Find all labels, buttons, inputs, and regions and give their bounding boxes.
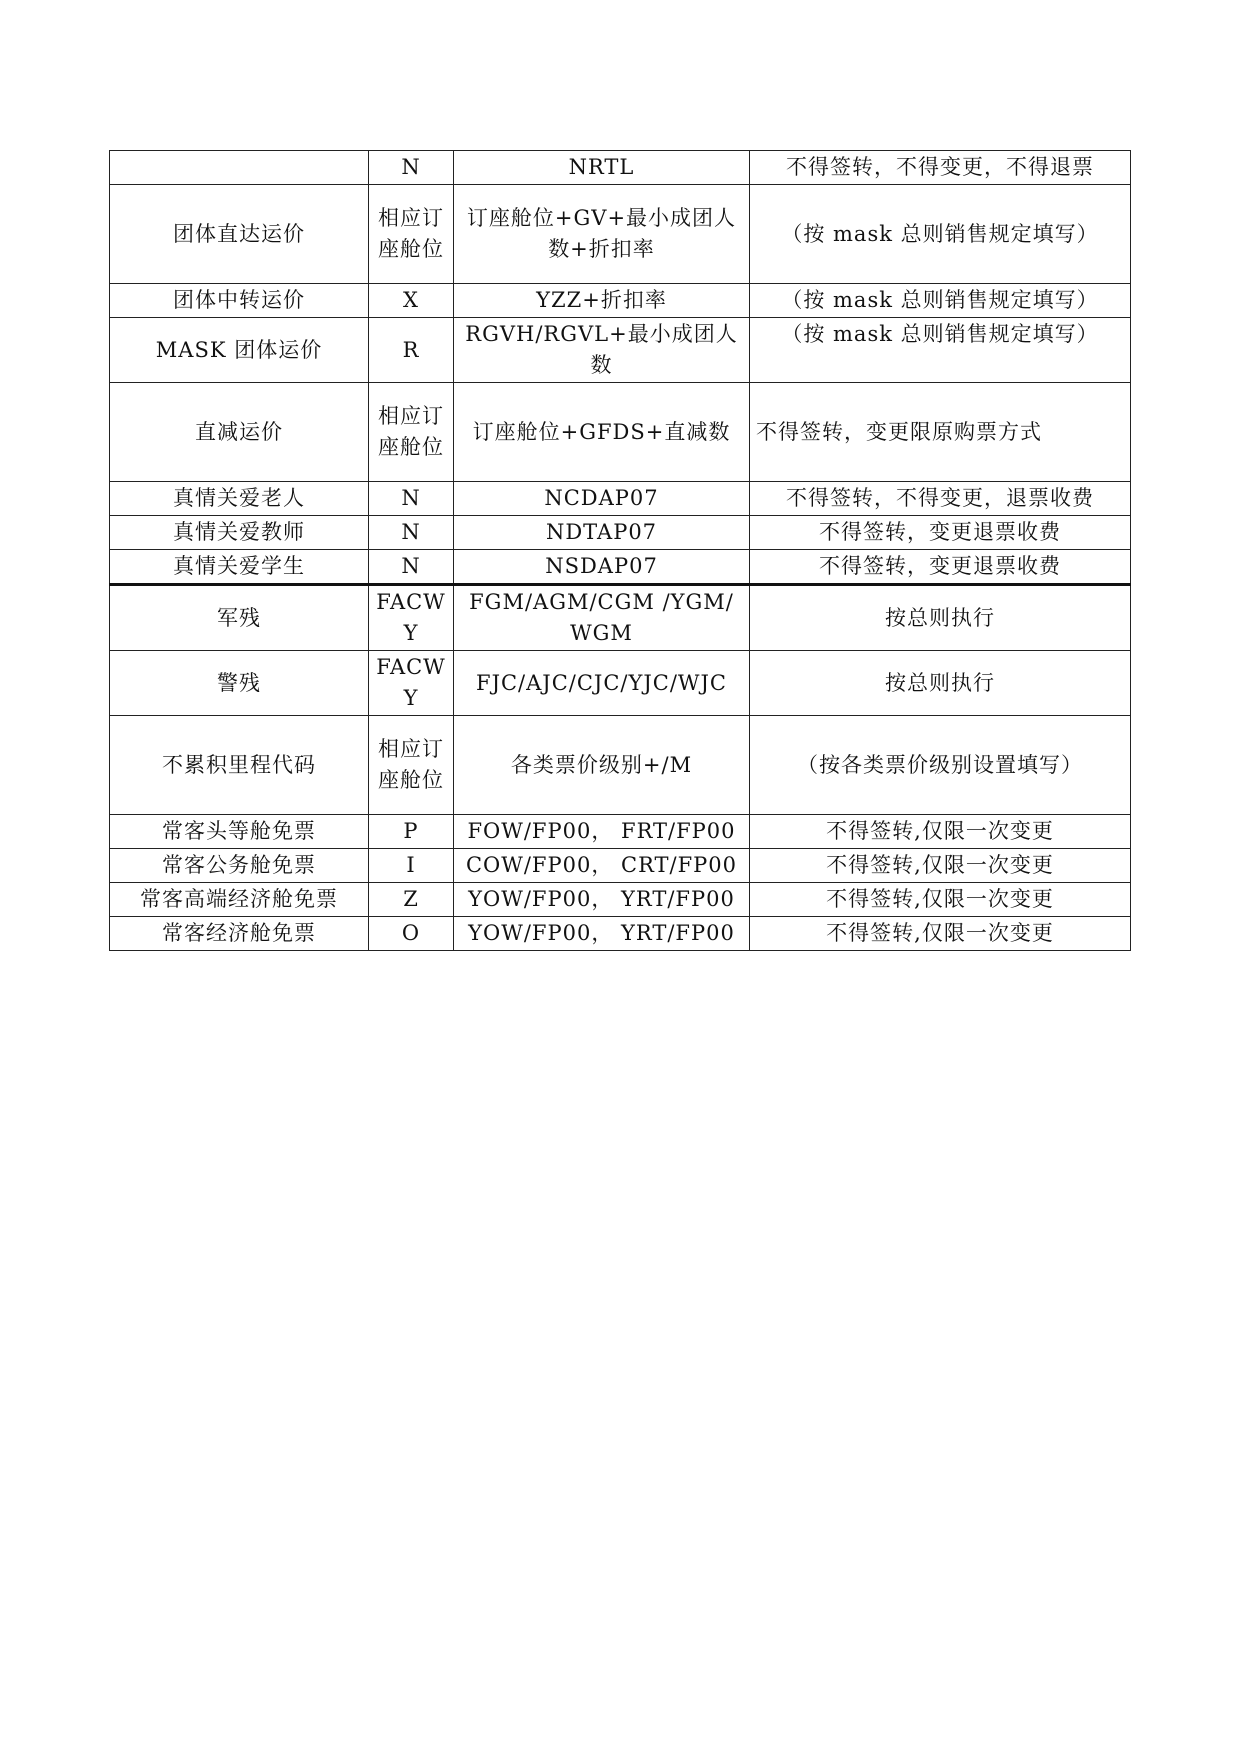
table-row <box>110 151 1131 185</box>
fare-type-cell: 警残 <box>110 651 369 716</box>
fare-basis-cell: RGVH/RGVL+最小成团人数 <box>454 318 750 383</box>
fare-basis-cell: YOW/FP00， YRT/FP00 <box>454 917 750 951</box>
booking-class-cell: R <box>369 318 454 383</box>
table-row <box>110 716 1131 815</box>
booking-class-cell: I <box>369 849 454 883</box>
fare-basis-cell: 订座舱位+GFDS+直减数 <box>454 383 750 482</box>
rule-cell: 不得签转，不得变更，不得退票 <box>750 151 1131 185</box>
rule-cell: 不得签转,仅限一次变更 <box>750 815 1131 849</box>
fare-type-cell: 常客经济舱免票 <box>110 917 369 951</box>
fare-type-cell: 常客高端经济舱免票 <box>110 883 369 917</box>
rule-cell: （按 mask 总则销售规定填写） <box>750 284 1131 318</box>
fare-type-cell: 真情关爱学生 <box>110 550 369 585</box>
booking-class-cell: 相应订座舱位 <box>369 716 454 815</box>
table-row <box>110 284 1131 318</box>
fare-basis-cell: NCDAP07 <box>454 482 750 516</box>
fare-basis-cell: NSDAP07 <box>454 550 750 585</box>
fare-type-cell: 常客头等舱免票 <box>110 815 369 849</box>
fare-basis-cell: 各类票价级别+/M <box>454 716 750 815</box>
booking-class-cell: 相应订座舱位 <box>369 383 454 482</box>
table-row <box>110 516 1131 550</box>
fare-basis-cell: FGM/AGM/CGM /YGM/WGM <box>454 585 750 651</box>
rule-cell: 按总则执行 <box>750 585 1131 651</box>
booking-class-cell: O <box>369 917 454 951</box>
fare-basis-cell: YZZ+折扣率 <box>454 284 750 318</box>
rule-cell: 不得签转，不得变更，退票收费 <box>750 482 1131 516</box>
booking-class-cell: Z <box>369 883 454 917</box>
fare-basis-cell: COW/FP00， CRT/FP00 <box>454 849 750 883</box>
table-row <box>110 849 1131 883</box>
rule-cell: 按总则执行 <box>750 651 1131 716</box>
rule-cell: （按 mask 总则销售规定填写） <box>750 185 1131 284</box>
fare-basis-cell: YOW/FP00， YRT/FP00 <box>454 883 750 917</box>
fare-basis-cell: 订座舱位+GV+最小成团人数+折扣率 <box>454 185 750 284</box>
fare-type-cell: 常客公务舱免票 <box>110 849 369 883</box>
fare-type-cell <box>110 151 369 185</box>
fare-rules-table <box>109 150 1131 951</box>
fare-basis-cell: NRTL <box>454 151 750 185</box>
table-row <box>110 883 1131 917</box>
table-row <box>110 482 1131 516</box>
booking-class-cell: X <box>369 284 454 318</box>
fare-basis-cell: FOW/FP00， FRT/FP00 <box>454 815 750 849</box>
fare-basis-cell: FJC/AJC/CJC/YJC/WJC <box>454 651 750 716</box>
fare-type-cell: 真情关爱教师 <box>110 516 369 550</box>
rule-cell: 不得签转，变更退票收费 <box>750 516 1131 550</box>
booking-class-cell: 相应订座舱位 <box>369 185 454 284</box>
booking-class-cell: P <box>369 815 454 849</box>
table-row <box>110 185 1131 284</box>
booking-class-cell: N <box>369 482 454 516</box>
fare-type-cell: 团体直达运价 <box>110 185 369 284</box>
table-row <box>110 550 1131 585</box>
fare-type-cell: 真情关爱老人 <box>110 482 369 516</box>
rule-cell: （按 mask 总则销售规定填写） <box>750 318 1131 383</box>
table-row <box>110 383 1131 482</box>
fare-type-cell: MASK 团体运价 <box>110 318 369 383</box>
fare-rules-table-body <box>110 151 1131 951</box>
rule-cell: 不得签转,仅限一次变更 <box>750 849 1131 883</box>
table-row <box>110 318 1131 383</box>
rule-cell: 不得签转，变更限原购票方式 <box>750 383 1131 482</box>
rule-cell: 不得签转,仅限一次变更 <box>750 917 1131 951</box>
booking-class-cell: N <box>369 151 454 185</box>
rule-cell: 不得签转,仅限一次变更 <box>750 883 1131 917</box>
table-row <box>110 815 1131 849</box>
rule-cell: 不得签转，变更退票收费 <box>750 550 1131 585</box>
fare-type-cell: 直减运价 <box>110 383 369 482</box>
booking-class-cell: FACWY <box>369 651 454 716</box>
table-row <box>110 917 1131 951</box>
rule-cell: （按各类票价级别设置填写） <box>750 716 1131 815</box>
fare-type-cell: 不累积里程代码 <box>110 716 369 815</box>
fare-basis-cell: NDTAP07 <box>454 516 750 550</box>
table-row <box>110 585 1131 651</box>
booking-class-cell: FACWY <box>369 585 454 651</box>
booking-class-cell: N <box>369 516 454 550</box>
table-row <box>110 651 1131 716</box>
fare-type-cell: 军残 <box>110 585 369 651</box>
booking-class-cell: N <box>369 550 454 585</box>
fare-type-cell: 团体中转运价 <box>110 284 369 318</box>
